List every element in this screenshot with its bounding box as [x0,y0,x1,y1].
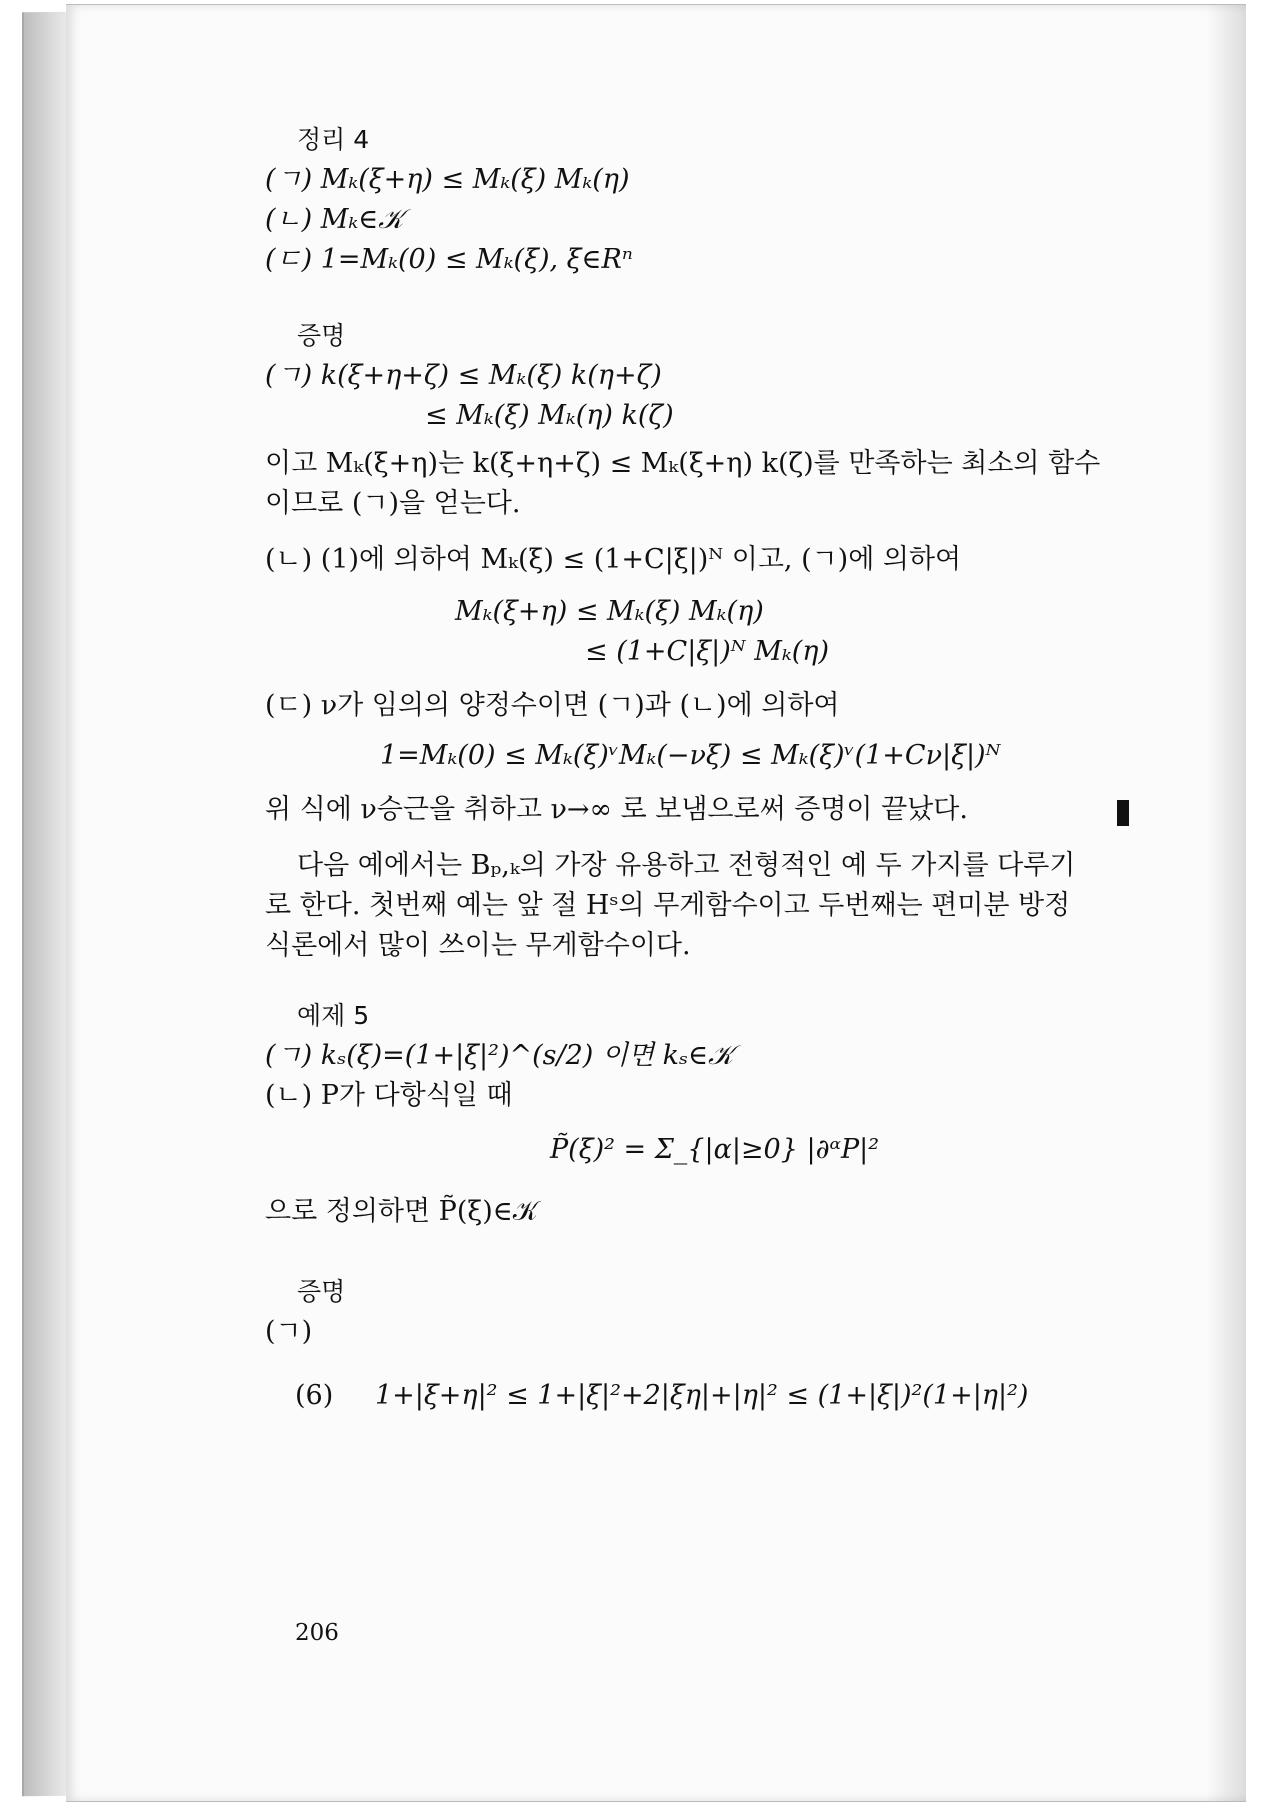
proof-para-4 [265,790,1145,830]
intro-line-1: 다음 예에서는 Bₚ,ₖ의 가장 유용하고 전형적인 예 두 가지를 다루기 [297,850,1076,881]
proof-line-1: (ㄱ) k(ξ+η+ζ) ≤ Mₖ(ξ) k(η+ζ) [265,360,662,391]
qed-box-icon [1117,800,1129,826]
example-title: 예제 5 [297,1001,370,1030]
proof-para-2: (ㄴ) (1)에 의하여 Mₖ(ξ) ≤ (1+C|ξ|)ᴺ 이고, (ㄱ)에 의하여 [265,544,962,575]
page-edge-shadow [1206,5,1246,1801]
proof2-equation: 1+|ξ+η|² ≤ 1+|ξ|²+2|ξη|+|η|² ≤ (1+|ξ|)²(1+|η|²) [375,1380,1029,1411]
proof-para-4-text: 위 식에 ν승근을 취하고 ν→∞ 로 보냄으로써 증명이 끝났다. [265,794,968,825]
proof2-item: (ㄱ) [265,1316,313,1347]
theorem-item-3: (ㄷ) 1=Mₖ(0) ≤ Mₖ(ξ), ξ∈Rⁿ [265,244,633,275]
proof2-title: 증명 [297,1277,346,1306]
example-line-3: 으로 정의하면 P̃(ξ)∈𝒦 [265,1196,538,1227]
proof-eq3: 1=Mₖ(0) ≤ Mₖ(ξ)ᵛMₖ(−νξ) ≤ Mₖ(ξ)ᵛ(1+Cν|ξ|)ᴺ [380,740,1001,771]
intro-line-3: 식론에서 많이 쓰이는 무게함수이다. [265,930,691,961]
example-item-2: (ㄴ) P가 다항식일 때 [265,1080,513,1111]
theorem-item-2: (ㄴ) Mₖ∈𝒦 [265,204,404,235]
theorem-item-1: (ㄱ) Mₖ(ξ+η) ≤ Mₖ(ξ) Mₖ(η) [265,164,630,195]
equation-label: (6) [295,1380,334,1411]
example-equation: P̃(ξ)² = Σ_{|α|≥0} |∂ᵅP|² [550,1134,880,1165]
proof-para-1-line-2: 이므로 (ㄱ)을 얻는다. [265,488,521,519]
page-number: 206 [295,1620,339,1646]
intro-line-2: 로 한다. 첫번째 예는 앞 절 Hˢ의 무게함수이고 두번째는 편미분 방정 [265,890,1071,921]
proof-title: 증명 [297,321,346,350]
proof-para-3: (ㄷ) ν가 임의의 양정수이면 (ㄱ)과 (ㄴ)에 의하여 [265,690,840,721]
proof-eq2-line-1: Mₖ(ξ+η) ≤ Mₖ(ξ) Mₖ(η) [455,596,764,627]
proof-para-1-line-1: 이고 Mₖ(ξ+η)는 k(ξ+η+ζ) ≤ Mₖ(ξ+η) k(ζ)를 만족하는 최소의 함수 [265,448,1101,479]
book-spine [22,12,72,1797]
proof-eq2-line-2: ≤ (1+C|ξ|)ᴺ Mₖ(η) [585,636,829,667]
theorem-title: 정리 4 [297,125,370,154]
proof-line-2: ≤ Mₖ(ξ) Mₖ(η) k(ζ) [425,400,674,431]
qed-mark [1117,792,1129,832]
example-item-1: (ㄱ) kₛ(ξ)=(1+|ξ|²)^(s/2) 이면 kₛ∈𝒦 [265,1040,734,1071]
